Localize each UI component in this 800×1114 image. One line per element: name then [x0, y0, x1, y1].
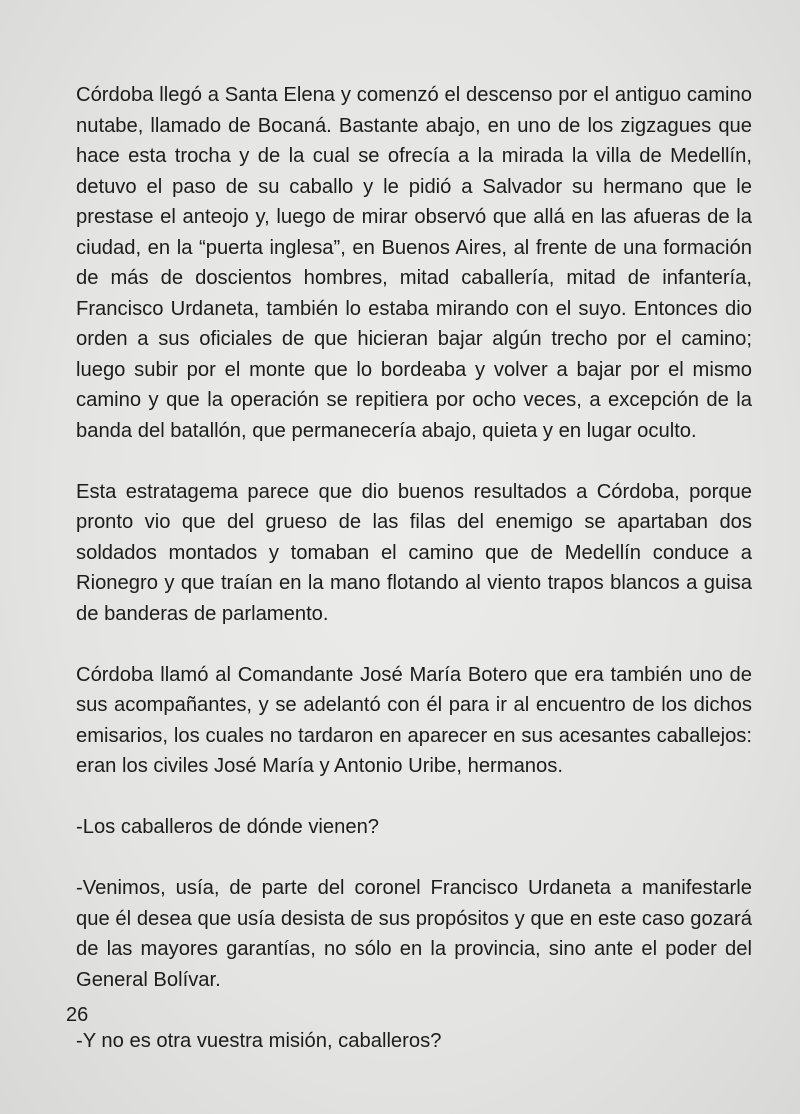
- body-text: [76, 80, 752, 1056]
- dialogue-line-2: -Venimos, usía, de parte del coronel Francisco Urdaneta a manifestarle que él desea que usía desista de sus propósitos y que en este caso gozará de las mayores garantías, no sólo en la provincia, sino ante el poder del General Bolívar.: [76, 877, 752, 991]
- page-number: 26: [66, 1004, 89, 1026]
- paragraph-2: Esta estratagema parece que dio buenos resultados a Córdoba, porque pronto vio que del grueso de las filas del enemigo se apartaban dos soldados montados y tomaban el camino que de Medellín conduce a Rionegro y que traían en la mano flotando al viento trapos blancos a guisa de banderas de parlamento.: [76, 480, 752, 625]
- dialogue-line-3: -Y no es otra vuestra misión, caballeros?: [76, 1029, 442, 1052]
- dialogue-line-1: -Los caballeros de dónde vienen?: [76, 816, 380, 838]
- paragraph-1: Córdoba llegó a Santa Elena y comenzó el descenso por el antiguo camino nutabe, llamado de Bocaná. Bastante abajo, en uno de los zigzagues que hace esta trocha y de la cual se ofrecía a la mirada la villa de Medellín, detuvo el paso de su caballo y le pidió a Salvador su hermano que le prestase el anteojo y, luego de mirar observó que allá en las afueras de la ciudad, en la “puerta inglesa”, en Buenos Aires, al frente de una formación de más de doscientos hombres, mitad caballería, mitad de infantería, Francisco Urdaneta, también lo estaba mirando con el suyo. Entonces dio orden a sus oficiales de que hicieran bajar algún trecho por el camino; luego subir por el monte que lo bordeaba y volver a bajar por el mismo camino y que la operación se repitiera por ocho veces, a excepción de la banda del batallón, que permanecería abajo, quieta y en lugar oculto.: [76, 84, 752, 442]
- paragraph-3: Córdoba llamó al Comandante José María Botero que era también uno de sus acompañantes, y se adelantó con él para ir al encuentro de los dichos emisarios, los cuales no tardaron en aparecer en sus acesantes caballejos: eran los civiles José María y Antonio Uribe, hermanos.: [76, 663, 752, 777]
